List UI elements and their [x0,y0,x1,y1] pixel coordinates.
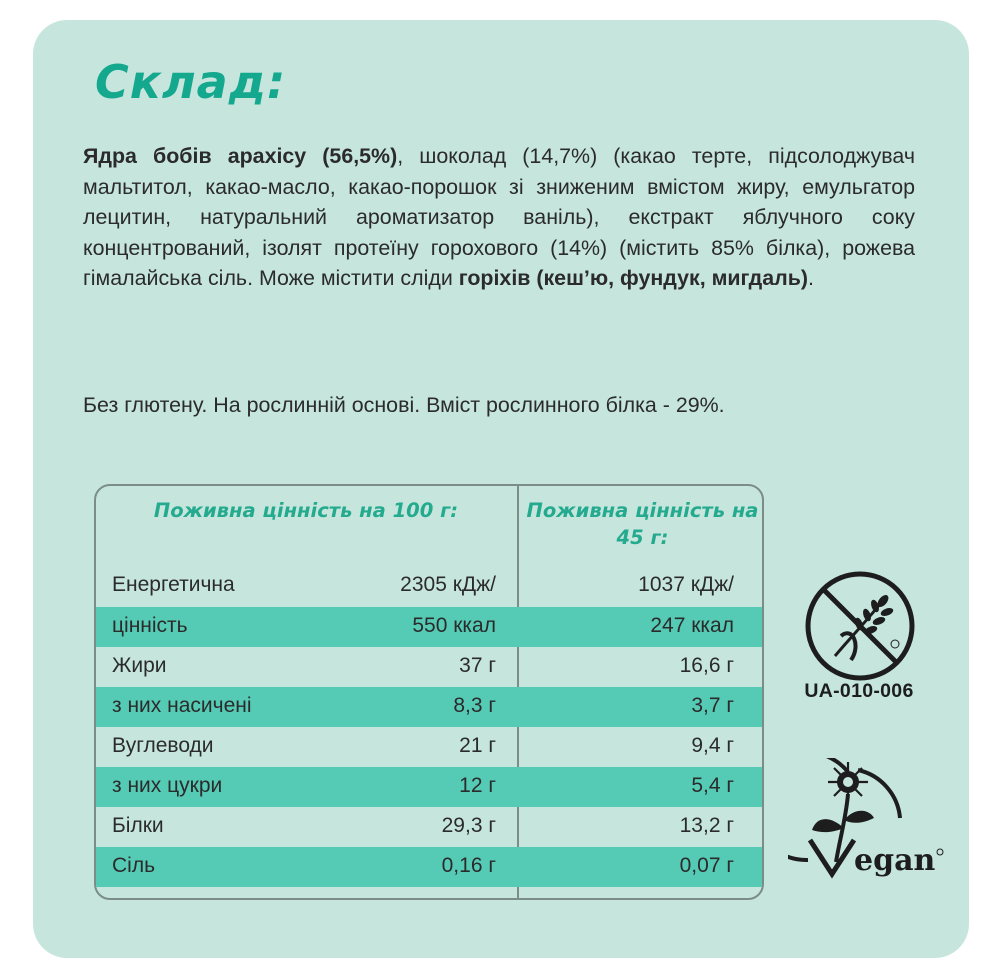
value-per-45g: 3,7 г [691,694,734,717]
table-row [96,847,762,887]
value-per-45g: 9,4 г [691,734,734,757]
table-row [96,807,762,847]
header-per-100g: Поживна цінність на 100 г: [153,499,459,522]
row-label: Вуглеводи [112,734,214,757]
dietary-note: Без глютену. На рослинній основі. Вміст рослинного білка - 29%. [83,393,725,417]
table-row [96,607,762,647]
table-row [96,647,762,687]
gluten-free-code: UA-010-006 [804,680,914,702]
header-per-45g: Поживна цінність на 45 г: [526,499,759,549]
value-per-45g: 247 ккал [650,614,734,637]
row-label: цінність [112,614,188,637]
value-per-100g: 0,16 г [441,854,496,877]
ingredients-text [83,141,915,294]
table-header [96,486,762,566]
row-label: з них насичені [112,694,252,717]
value-per-45g: 0,07 г [679,854,734,877]
value-per-45g: 16,6 г [679,654,734,677]
table-row [96,767,762,807]
section-title: Склад: [95,55,287,109]
value-per-45g: 5,4 г [691,774,734,797]
row-label: Сіль [112,854,156,877]
table-row [96,566,762,606]
value-per-100g: 2305 кДж/ [400,573,496,596]
row-label: Білки [112,814,164,837]
ingredients-end: . [808,266,814,291]
vegan-sunflower-icon [788,758,948,886]
value-per-100g: 12 г [459,774,496,797]
row-label: з них цукри [112,774,223,797]
value-per-100g: 37 г [459,654,496,677]
ingredients-list: , шоколад (14,7%) (какао терте, підсолоджувач мальтитол, какао-масло, какао-порошок зі зниженим вмістом жиру, емульгатор лецитин, натуральний ароматизатор ваніль), екстракт яблучного соку концентрований, ізолят протеїну горохового (14%) (містить 85% білка), рожева гімалайська сіль. Може містити сліди [83,144,915,291]
table-row [96,687,762,727]
ingredients-main: Ядра бобів арахісу (56,5%) [83,144,398,168]
value-per-100g: 550 ккал [412,614,496,637]
value-per-100g: 21 г [459,734,496,757]
allergen-warning: горіхів (кеш’ю, фундук, мигдаль) [458,266,808,291]
value-per-100g: 29,3 г [441,814,496,837]
value-per-45g: 13,2 г [679,814,734,837]
nutrition-table [94,484,764,900]
value-per-45g: 1037 кДж/ [638,573,734,596]
row-label: Енергетична [112,573,235,596]
svg-text:egan: egan [854,843,936,878]
table-row [96,727,762,767]
value-per-100g: 8,3 г [453,694,496,717]
row-label: Жири [112,654,167,677]
